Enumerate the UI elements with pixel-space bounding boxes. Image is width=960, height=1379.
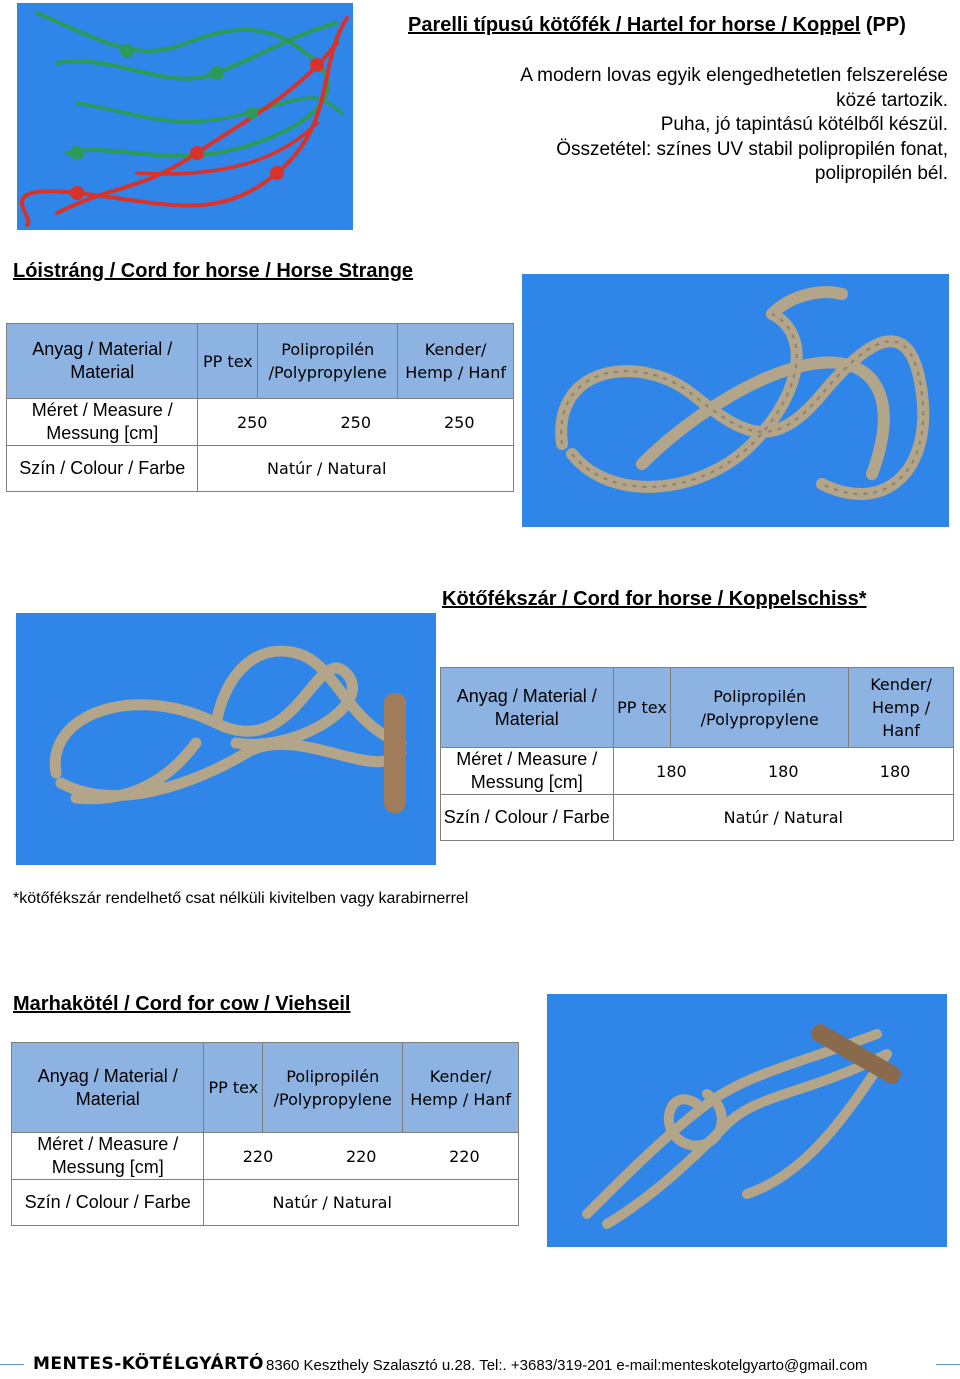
- material-label: Anyag / Material / Material: [441, 668, 614, 748]
- colour-value: Natúr / Natural: [204, 1180, 519, 1226]
- measure-pp-value: 180: [656, 761, 687, 781]
- measure-poly-value: 250: [340, 412, 371, 432]
- description-line: A modern lovas egyik elengedhetetlen felszerelése: [520, 65, 948, 86]
- measure-label: Méret / Measure / Messung [cm]: [12, 1133, 204, 1180]
- material-label: Anyag / Material / Material: [12, 1043, 204, 1133]
- pp-tex-header: PP tex: [613, 668, 671, 748]
- halter-title-suffix: (PP): [860, 14, 906, 36]
- measure-hemp-value: 250: [443, 412, 475, 432]
- measure-label: Méret / Measure / Messung [cm]: [441, 748, 614, 795]
- polypropylene-header: Polipropilén /Polypropylene: [263, 1043, 403, 1133]
- colour-label: Szín / Colour / Farbe: [7, 446, 198, 492]
- measure-label: Méret / Measure / Messung [cm]: [7, 399, 198, 446]
- koppelschiss-title: Kötőfékszár / Cord for horse / Koppelschiss*: [442, 588, 867, 610]
- colour-label: Szín / Colour / Farbe: [441, 795, 614, 841]
- pp-tex-header: PP tex: [204, 1043, 263, 1133]
- pp-tex-header: PP tex: [198, 324, 258, 399]
- measure-pp-value: 250: [236, 412, 268, 432]
- footer-line-left: [0, 1364, 24, 1365]
- footer: [0, 1352, 960, 1376]
- measure-poly-value: 220: [345, 1146, 377, 1166]
- polypropylene-header: Polipropilén /Polypropylene: [258, 324, 398, 399]
- hemp-header: Kender/ Hemp / Hanf: [398, 324, 514, 399]
- hemp-header: Kender/ Hemp / Hanf: [849, 668, 954, 748]
- koppelschiss-table: [440, 667, 954, 841]
- footer-line-right: [936, 1364, 960, 1365]
- koppelschiss-photo: [16, 613, 436, 865]
- cow-cord-table: [11, 1042, 519, 1226]
- measure-values: [200, 413, 541, 432]
- measure-hemp-value: 180: [879, 761, 911, 781]
- description-line: Összetétel: színes UV stabil polipropilén fonat,: [556, 138, 948, 160]
- description-line: közé tartozik.: [836, 89, 948, 111]
- measure-pp-value: 220: [242, 1146, 274, 1166]
- measure-values: [206, 1147, 546, 1166]
- horse-strange-photo: [522, 274, 949, 527]
- koppelschiss-note: *kötőfékszár rendelhető csat nélküli kivitelben vagy karabirnerrel: [13, 890, 469, 907]
- horse-strange-table: [6, 323, 514, 492]
- hemp-header: Kender/ Hemp / Hanf: [403, 1043, 519, 1133]
- colour-label: Szín / Colour / Farbe: [12, 1180, 204, 1226]
- colour-value: Natúr / Natural: [198, 446, 514, 492]
- halter-title-main: Parelli típusú kötőfék / Hartel for horse / Koppel: [408, 14, 861, 36]
- cow-cord-title: Marhakötél / Cord for cow / Viehseil: [13, 993, 351, 1015]
- measure-hemp-value: 220: [449, 1146, 480, 1166]
- material-label: Anyag / Material / Material: [7, 324, 198, 399]
- halter-title: [408, 14, 906, 37]
- footer-brand: MENTES-KÖTÉLGYÁRTÓ: [33, 1354, 264, 1374]
- colour-value: Natúr / Natural: [613, 795, 953, 841]
- measure-poly-value: 180: [767, 761, 799, 781]
- cow-cord-photo: [547, 994, 947, 1247]
- footer-address: 8360 Keszthely Szalasztó u.28. Tel:. +3683/319-201 e-mail:menteskotelgyarto@gmail.com: [266, 1357, 868, 1374]
- halter-description: [428, 64, 948, 187]
- measure-values: [616, 762, 951, 781]
- polypropylene-header: Polipropilén /Polypropylene: [671, 668, 849, 748]
- halter-photo: [17, 3, 353, 230]
- horse-strange-title: Lóistráng / Cord for horse / Horse Strange: [13, 260, 414, 282]
- description-line: polipropilén bél.: [814, 163, 948, 184]
- description-line: Puha, jó tapintású kötélből készül.: [660, 114, 948, 135]
